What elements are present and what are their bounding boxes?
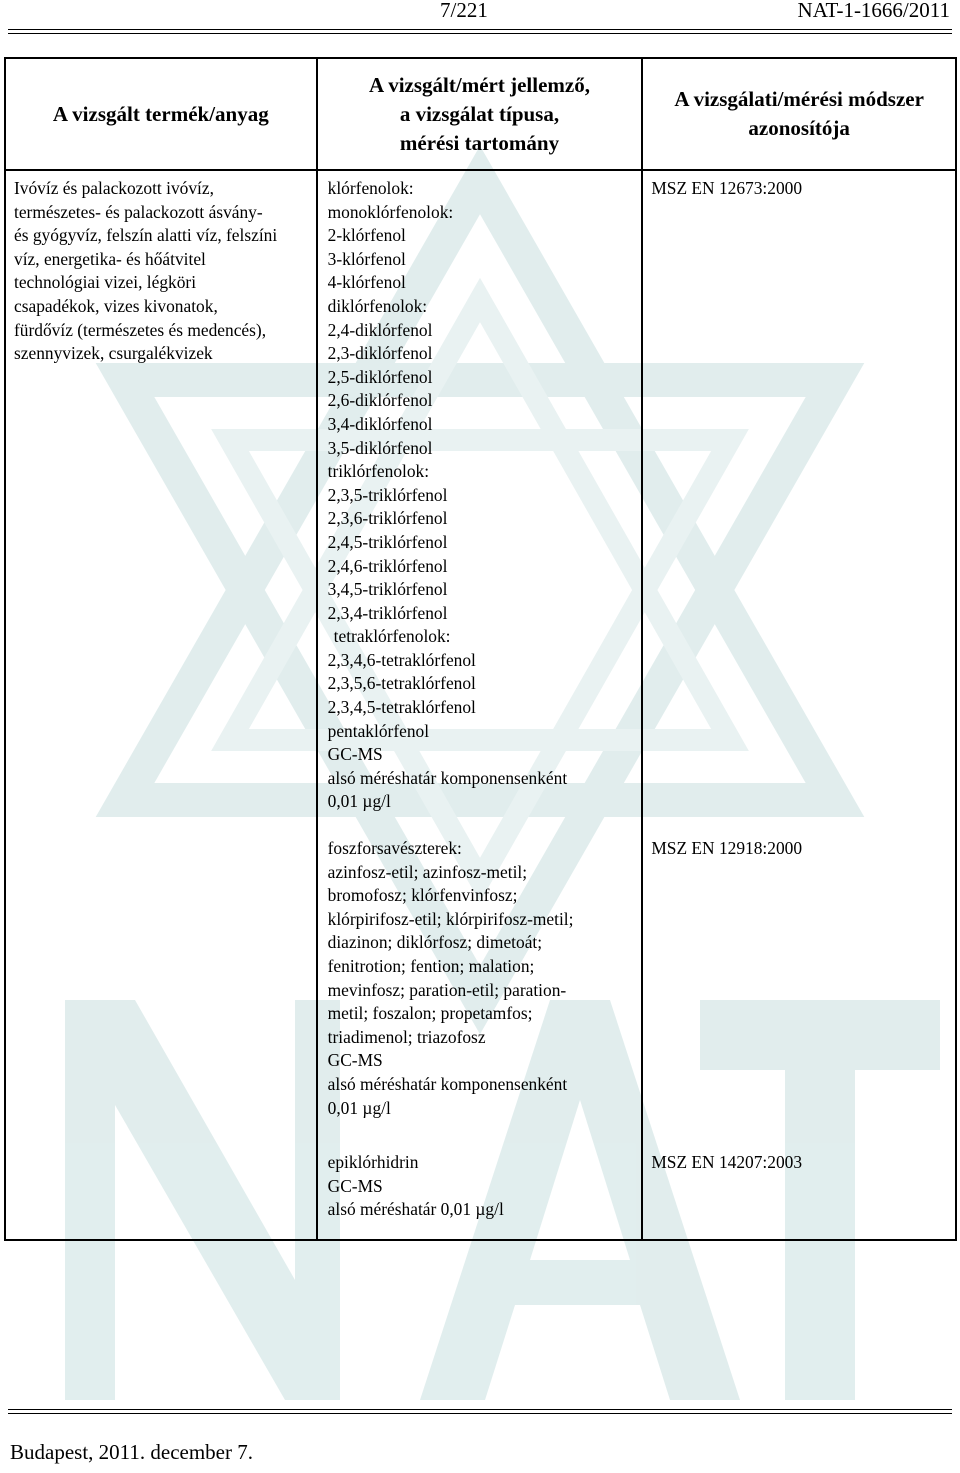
- column-header-product: A vizsgált termék/anyag: [5, 58, 317, 170]
- page-header: [0, 0, 960, 40]
- characteristic-cell-phosphate-esters: foszforsavészterek: azinfosz-etil; azinfosz-metil; bromofosz; klórfenvinfosz; klórpirifosz-etil; klórpirifosz-metil; diazinon; diklórfosz; dimetoát; fenitrotion; fention; malation; mevinfosz; paration-etil; paration- metil; foszalon; propetamfos; triadimenol; triazofosz GC-MS alsó méréshatár komponensenként 0,01 µg/l: [317, 831, 643, 1145]
- product-cell: Ivóvíz és palackozott ivóvíz, természetes- és palackozott ásvány- és gyógyvíz, felszín alatti víz, felszíni víz, energetika- és hőátvitel technológiai vizei, légköri csapadékok, vizes kivonatok, fürdővíz (természetes és medencés), szennyvizek, csurgalékvizek: [5, 170, 317, 1240]
- table-header-row: [5, 58, 956, 170]
- method-cell-epichlorohydrin: MSZ EN 14207:2003: [642, 1145, 956, 1240]
- document-reference: NAT-1-1666/2011: [797, 0, 950, 22]
- characteristic-cell-epichlorohydrin: epiklórhidrin GC-MS alsó méréshatár 0,01 µg/l: [317, 1145, 643, 1240]
- method-cell-chlorophenols: MSZ EN 12673:2000: [642, 170, 956, 831]
- table-row: [5, 170, 956, 831]
- column-header-method: A vizsgálati/mérési módszer azonosítója: [642, 58, 956, 170]
- method-cell-phosphate-esters: MSZ EN 12918:2000: [642, 831, 956, 1145]
- column-header-characteristic: A vizsgált/mért jellemző, a vizsgálat típusa, mérési tartomány: [317, 58, 643, 170]
- characteristic-cell-chlorophenols: klórfenolok: monoklórfenolok: 2-klórfenol 3-klórfenol 4-klórfenol diklórfenolok: 2,4-diklórfenol 2,3-diklórfenol 2,5-diklórfenol 2,6-diklórfenol 3,4-diklórfenol 3,5-diklórfenol triklórfenolok: 2,3,5-triklórfenol 2,3,6-triklórfenol 2,4,5-triklórfenol 2,4,6-triklórfenol 3,4,5-triklórfenol 2,3,4-triklórfenol tetraklórfenolok: 2,3,4,6-tetraklórfenol 2,3,5,6-tetraklórfenol 2,3,4,5-tetraklórfenol pentaklórfenol GC-MS alsó méréshatár komponensenként 0,01 µg/l: [317, 170, 643, 831]
- footer-rule: [8, 1409, 952, 1410]
- page-number: 7/221: [440, 0, 488, 22]
- accreditation-table: [4, 57, 957, 1241]
- footer-rule-double: [8, 1413, 952, 1414]
- footer-date: Budapest, 2011. december 7.: [10, 1440, 253, 1464]
